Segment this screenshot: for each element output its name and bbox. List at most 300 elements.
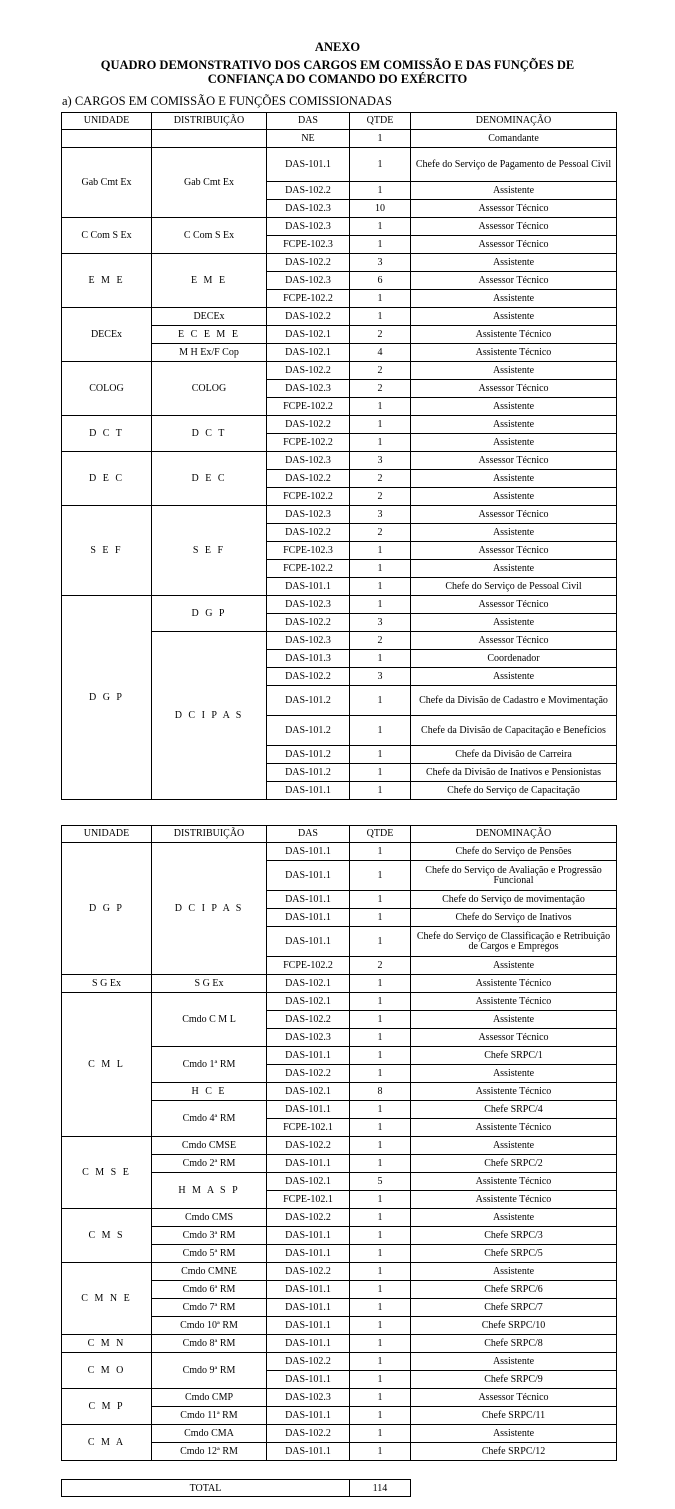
denominacao-cell: Chefe do Serviço de Pagamento de Pessoal Civil — [411, 148, 617, 182]
denominacao-cell: Chefe SRPC/1 — [411, 1047, 617, 1065]
qtde-cell: 1 — [350, 1389, 411, 1407]
denominacao-cell: Assistente — [411, 308, 617, 326]
denominacao-cell: Chefe SRPC/10 — [411, 1317, 617, 1335]
qtde-cell: 2 — [350, 957, 411, 975]
document-title-line-2: CONFIANÇA DO COMANDO DO EXÉRCITO — [207, 72, 468, 86]
denominacao-cell: Chefe do Serviço de Avaliação e Progressão Funcional — [411, 861, 617, 891]
table-header-row — [62, 113, 617, 130]
das-cell: DAS-102.1 — [267, 1173, 350, 1191]
das-cell: DAS-102.2 — [267, 1263, 350, 1281]
qtde-cell: 4 — [350, 344, 411, 362]
denominacao-cell: Assessor Técnico — [411, 1389, 617, 1407]
denominacao-cell: Assistente — [411, 1137, 617, 1155]
das-cell: DAS-102.3 — [267, 632, 350, 650]
qtde-cell: 1 — [350, 1209, 411, 1227]
qtde-cell: 1 — [350, 1353, 411, 1371]
denominacao-cell: Assistente — [411, 1065, 617, 1083]
qtde-cell: 1 — [350, 1119, 411, 1137]
col-header-denominacao: DENOMINAÇÃO — [411, 113, 617, 130]
qtde-cell: 1 — [350, 650, 411, 668]
qtde-cell: 1 — [350, 434, 411, 452]
unidade-cell: C M L — [62, 993, 152, 1137]
qtde-cell: 2 — [350, 632, 411, 650]
distribuicao-cell: D C T — [152, 416, 267, 452]
qtde-cell: 10 — [350, 200, 411, 218]
das-cell: DAS-102.2 — [267, 1137, 350, 1155]
qtde-cell: 1 — [350, 909, 411, 927]
das-cell: FCPE-102.2 — [267, 560, 350, 578]
denominacao-cell: Chefe do Serviço de movimentação — [411, 891, 617, 909]
distribuicao-cell: Cmdo 12ª RM — [152, 1443, 267, 1461]
das-cell: DAS-101.1 — [267, 1335, 350, 1353]
denominacao-cell: Chefe do Serviço de Inativos — [411, 909, 617, 927]
das-cell: DAS-101.1 — [267, 1245, 350, 1263]
distribuicao-cell: Cmdo CMA — [152, 1425, 267, 1443]
qtde-cell: 1 — [350, 1263, 411, 1281]
denominacao-cell: Assessor Técnico — [411, 542, 617, 560]
table-row — [62, 130, 617, 148]
unidade-cell: C M S — [62, 1209, 152, 1263]
qtde-cell: 1 — [350, 1101, 411, 1119]
qtde-cell: 1 — [350, 927, 411, 957]
das-cell: DAS-101.1 — [267, 861, 350, 891]
denominacao-cell: Assistente — [411, 416, 617, 434]
annex-label: ANEXO — [314, 40, 361, 54]
unidade-cell: C M N — [62, 1335, 152, 1353]
qtde-cell: 3 — [350, 506, 411, 524]
denominacao-cell: Chefe SRPC/5 — [411, 1245, 617, 1263]
denominacao-cell: Chefe do Serviço de Pessoal Civil — [411, 578, 617, 596]
unidade-cell: C M P — [62, 1389, 152, 1425]
distribuicao-cell: D E C — [152, 452, 267, 506]
unidade-cell: C M O — [62, 1353, 152, 1389]
distribuicao-cell: S E F — [152, 506, 267, 596]
das-cell: DAS-101.1 — [267, 1047, 350, 1065]
distribuicao-cell: D C I P A S — [152, 632, 267, 800]
das-cell: NE — [267, 130, 350, 148]
das-cell: DAS-102.2 — [267, 470, 350, 488]
distribuicao-cell: Cmdo 2ª RM — [152, 1155, 267, 1173]
unidade-cell: Gab Cmt Ex — [62, 148, 152, 218]
das-cell: DAS-101.2 — [267, 716, 350, 746]
qtde-cell: 1 — [350, 236, 411, 254]
unidade-cell: E M E — [62, 254, 152, 308]
denominacao-cell: Assistente — [411, 614, 617, 632]
das-cell: DAS-102.2 — [267, 254, 350, 272]
qtde-cell: 1 — [350, 130, 411, 148]
das-cell: DAS-101.1 — [267, 1407, 350, 1425]
section-subtitle: a) CARGOS EM COMISSÃO E FUNÇÕES COMISSIONADAS — [62, 94, 392, 108]
das-cell: DAS-101.1 — [267, 843, 350, 861]
denominacao-cell: Chefe do Serviço de Classificação e Retribuição de Cargos e Empregos — [411, 927, 617, 957]
total-label: TOTAL — [62, 1480, 350, 1497]
table-row — [62, 1353, 617, 1371]
denominacao-cell: Chefe da Divisão de Capacitação e Benefícios — [411, 716, 617, 746]
distribuicao-cell: Cmdo 6ª RM — [152, 1281, 267, 1299]
denominacao-cell: Chefe SRPC/4 — [411, 1101, 617, 1119]
das-cell: DAS-101.1 — [267, 1101, 350, 1119]
das-cell: DAS-102.3 — [267, 1389, 350, 1407]
das-cell: DAS-102.3 — [267, 506, 350, 524]
qtde-cell: 3 — [350, 254, 411, 272]
das-cell: DAS-102.2 — [267, 668, 350, 686]
das-cell: FCPE-102.2 — [267, 398, 350, 416]
das-cell: DAS-101.1 — [267, 782, 350, 800]
das-cell: DAS-102.3 — [267, 380, 350, 398]
col-header-denominacao: DENOMINAÇÃO — [411, 826, 617, 843]
denominacao-cell: Assessor Técnico — [411, 236, 617, 254]
das-cell: DAS-102.3 — [267, 1029, 350, 1047]
das-cell: DAS-101.1 — [267, 1155, 350, 1173]
col-header-unidade: UNIDADE — [62, 826, 152, 843]
denominacao-cell: Assessor Técnico — [411, 200, 617, 218]
das-cell: DAS-102.2 — [267, 308, 350, 326]
das-cell: DAS-101.3 — [267, 650, 350, 668]
denominacao-cell: Coordenador — [411, 650, 617, 668]
das-cell: DAS-101.2 — [267, 746, 350, 764]
denominacao-cell: Assistente — [411, 1209, 617, 1227]
das-cell: DAS-101.1 — [267, 1299, 350, 1317]
qtde-cell: 1 — [350, 308, 411, 326]
das-cell: DAS-101.2 — [267, 764, 350, 782]
das-cell: DAS-101.1 — [267, 891, 350, 909]
denominacao-cell: Chefe SRPC/8 — [411, 1335, 617, 1353]
denominacao-cell: Assistente — [411, 488, 617, 506]
qtde-cell: 3 — [350, 452, 411, 470]
qtde-cell: 2 — [350, 326, 411, 344]
unidade-cell: D C T — [62, 416, 152, 452]
denominacao-cell: Assessor Técnico — [411, 596, 617, 614]
unidade-cell: S E F — [62, 506, 152, 596]
table-row — [62, 308, 617, 326]
col-header-das: DAS — [267, 826, 350, 843]
denominacao-cell: Chefe da Divisão de Cadastro e Movimentação — [411, 686, 617, 716]
das-cell: FCPE-102.2 — [267, 290, 350, 308]
qtde-cell: 1 — [350, 1227, 411, 1245]
positions-table-part-1 — [61, 112, 617, 800]
denominacao-cell: Assistente — [411, 254, 617, 272]
distribuicao-cell: Cmdo 8ª RM — [152, 1335, 267, 1353]
das-cell: DAS-102.3 — [267, 218, 350, 236]
denominacao-cell: Assistente — [411, 470, 617, 488]
das-cell: FCPE-102.1 — [267, 1119, 350, 1137]
distribuicao-cell: C Com S Ex — [152, 218, 267, 254]
qtde-cell: 1 — [350, 993, 411, 1011]
qtde-cell: 1 — [350, 891, 411, 909]
qtde-cell: 6 — [350, 272, 411, 290]
qtde-cell: 1 — [350, 542, 411, 560]
qtde-cell: 1 — [350, 398, 411, 416]
distribuicao-cell: Cmdo CMSE — [152, 1137, 267, 1155]
qtde-cell: 1 — [350, 764, 411, 782]
distribuicao-cell: M H Ex/F Cop — [152, 344, 267, 362]
qtde-cell: 1 — [350, 148, 411, 182]
denominacao-cell: Chefe do Serviço de Pensões — [411, 843, 617, 861]
denominacao-cell: Assessor Técnico — [411, 272, 617, 290]
denominacao-cell: Assistente Técnico — [411, 975, 617, 993]
denominacao-cell: Assistente — [411, 1263, 617, 1281]
unidade-cell — [62, 130, 152, 148]
distribuicao-cell: Cmdo CMP — [152, 1389, 267, 1407]
denominacao-cell: Assistente — [411, 1353, 617, 1371]
denominacao-cell: Assistente — [411, 560, 617, 578]
qtde-cell: 5 — [350, 1173, 411, 1191]
das-cell: DAS-102.2 — [267, 1065, 350, 1083]
denominacao-cell: Assistente — [411, 524, 617, 542]
col-header-unidade: UNIDADE — [62, 113, 152, 130]
das-cell: DAS-101.1 — [267, 1227, 350, 1245]
document-title-line-1: QUADRO DEMONSTRATIVO DOS CARGOS EM COMISSÃO E DAS FUNÇÕES DE — [100, 58, 575, 72]
table-row — [62, 506, 617, 524]
denominacao-cell: Chefe da Divisão de Inativos e Pensionistas — [411, 764, 617, 782]
table-row — [62, 596, 617, 614]
distribuicao-cell — [152, 130, 267, 148]
das-cell: DAS-102.3 — [267, 596, 350, 614]
distribuicao-cell: Gab Cmt Ex — [152, 148, 267, 218]
denominacao-cell: Assessor Técnico — [411, 632, 617, 650]
qtde-cell: 1 — [350, 975, 411, 993]
qtde-cell: 1 — [350, 596, 411, 614]
denominacao-cell: Chefe SRPC/7 — [411, 1299, 617, 1317]
unidade-cell: C M S E — [62, 1137, 152, 1209]
qtde-cell: 1 — [350, 290, 411, 308]
denominacao-cell: Assistente Técnico — [411, 1119, 617, 1137]
denominacao-cell: Chefe SRPC/12 — [411, 1443, 617, 1461]
distribuicao-cell: D G P — [152, 596, 267, 632]
distribuicao-cell: E C E M E — [152, 326, 267, 344]
denominacao-cell: Assessor Técnico — [411, 452, 617, 470]
qtde-cell: 1 — [350, 1425, 411, 1443]
qtde-cell: 1 — [350, 1245, 411, 1263]
unidade-cell: C Com S Ex — [62, 218, 152, 254]
das-cell: DAS-102.1 — [267, 326, 350, 344]
qtde-cell: 1 — [350, 1047, 411, 1065]
qtde-cell: 1 — [350, 578, 411, 596]
col-header-distribuicao: DISTRIBUIÇÃO — [152, 826, 267, 843]
distribuicao-cell: Cmdo 7ª RM — [152, 1299, 267, 1317]
denominacao-cell: Chefe SRPC/2 — [411, 1155, 617, 1173]
distribuicao-cell: Cmdo 3ª RM — [152, 1227, 267, 1245]
distribuicao-cell: E M E — [152, 254, 267, 308]
denominacao-cell: Assistente — [411, 362, 617, 380]
das-cell: DAS-102.2 — [267, 362, 350, 380]
das-cell: DAS-101.1 — [267, 578, 350, 596]
das-cell: DAS-102.1 — [267, 993, 350, 1011]
denominacao-cell: Assistente Técnico — [411, 326, 617, 344]
denominacao-cell: Chefe SRPC/9 — [411, 1371, 617, 1389]
table-row — [62, 452, 617, 470]
unidade-cell: S G Ex — [62, 975, 152, 993]
das-cell: FCPE-102.2 — [267, 488, 350, 506]
das-cell: DAS-101.2 — [267, 686, 350, 716]
qtde-cell: 1 — [350, 1191, 411, 1209]
qtde-cell: 1 — [350, 1065, 411, 1083]
distribuicao-cell: H C E — [152, 1083, 267, 1101]
distribuicao-cell: Cmdo CMNE — [152, 1263, 267, 1281]
denominacao-cell: Chefe SRPC/11 — [411, 1407, 617, 1425]
das-cell: FCPE-102.3 — [267, 542, 350, 560]
das-cell: FCPE-102.1 — [267, 1191, 350, 1209]
denominacao-cell: Assessor Técnico — [411, 506, 617, 524]
qtde-cell: 1 — [350, 1299, 411, 1317]
das-cell: DAS-101.1 — [267, 1443, 350, 1461]
qtde-cell: 2 — [350, 524, 411, 542]
das-cell: DAS-101.1 — [267, 927, 350, 957]
qtde-cell: 1 — [350, 1443, 411, 1461]
qtde-cell: 1 — [350, 1407, 411, 1425]
denominacao-cell: Assistente Técnico — [411, 993, 617, 1011]
col-header-qtde: QTDE — [350, 826, 411, 843]
table-row — [62, 1425, 617, 1443]
total-row — [61, 1479, 411, 1497]
distribuicao-cell: Cmdo C M L — [152, 993, 267, 1047]
positions-table-part-2 — [61, 825, 617, 1461]
qtde-cell: 1 — [350, 1371, 411, 1389]
denominacao-cell: Assistente — [411, 1011, 617, 1029]
denominacao-cell: Chefe SRPC/6 — [411, 1281, 617, 1299]
table-row — [62, 1263, 617, 1281]
das-cell: DAS-102.2 — [267, 416, 350, 434]
table-row — [62, 416, 617, 434]
das-cell: FCPE-102.2 — [267, 957, 350, 975]
denominacao-cell: Chefe da Divisão de Carreira — [411, 746, 617, 764]
das-cell: FCPE-102.3 — [267, 236, 350, 254]
das-cell: DAS-101.1 — [267, 909, 350, 927]
table-row — [62, 843, 617, 861]
table-row — [62, 1137, 617, 1155]
denominacao-cell: Assessor Técnico — [411, 380, 617, 398]
qtde-cell: 1 — [350, 1281, 411, 1299]
denominacao-cell: Assistente — [411, 398, 617, 416]
unidade-cell: C M N E — [62, 1263, 152, 1335]
das-cell: DAS-101.1 — [267, 1371, 350, 1389]
qtde-cell: 1 — [350, 182, 411, 200]
qtde-cell: 1 — [350, 1137, 411, 1155]
das-cell: DAS-102.2 — [267, 614, 350, 632]
qtde-cell: 1 — [350, 843, 411, 861]
denominacao-cell: Comandante — [411, 130, 617, 148]
distribuicao-cell: Cmdo 5ª RM — [152, 1245, 267, 1263]
distribuicao-cell: COLOG — [152, 362, 267, 416]
denominacao-cell: Assistente Técnico — [411, 1173, 617, 1191]
col-header-distribuicao: DISTRIBUIÇÃO — [152, 113, 267, 130]
distribuicao-cell: Cmdo 1ª RM — [152, 1047, 267, 1083]
denominacao-cell: Assistente Técnico — [411, 344, 617, 362]
distribuicao-cell: Cmdo CMS — [152, 1209, 267, 1227]
qtde-cell: 1 — [350, 416, 411, 434]
table-row — [62, 993, 617, 1011]
unidade-cell: D G P — [62, 596, 152, 800]
qtde-cell: 2 — [350, 470, 411, 488]
das-cell: DAS-102.2 — [267, 1209, 350, 1227]
unidade-cell: D G P — [62, 843, 152, 975]
denominacao-cell: Assistente Técnico — [411, 1191, 617, 1209]
das-cell: DAS-102.1 — [267, 344, 350, 362]
das-cell: DAS-102.3 — [267, 200, 350, 218]
table-row — [62, 148, 617, 182]
das-cell: DAS-101.1 — [267, 1317, 350, 1335]
das-cell: DAS-102.3 — [267, 272, 350, 290]
qtde-cell: 1 — [350, 686, 411, 716]
distribuicao-cell: Cmdo 4ª RM — [152, 1101, 267, 1137]
table-row — [62, 1209, 617, 1227]
table-row — [62, 218, 617, 236]
das-cell: DAS-102.3 — [267, 452, 350, 470]
das-cell: DAS-102.2 — [267, 1353, 350, 1371]
das-cell: DAS-101.1 — [267, 1281, 350, 1299]
qtde-cell: 1 — [350, 716, 411, 746]
qtde-cell: 1 — [350, 746, 411, 764]
unidade-cell: COLOG — [62, 362, 152, 416]
denominacao-cell: Assistente — [411, 434, 617, 452]
distribuicao-cell: Cmdo 9ª RM — [152, 1353, 267, 1389]
qtde-cell: 1 — [350, 861, 411, 891]
qtde-cell: 1 — [350, 1011, 411, 1029]
denominacao-cell: Assistente — [411, 182, 617, 200]
qtde-cell: 3 — [350, 668, 411, 686]
table-row — [62, 1335, 617, 1353]
qtde-cell: 2 — [350, 380, 411, 398]
das-cell: FCPE-102.2 — [267, 434, 350, 452]
distribuicao-cell: DECEx — [152, 308, 267, 326]
table-row — [62, 1389, 617, 1407]
qtde-cell: 1 — [350, 1155, 411, 1173]
unidade-cell: DECEx — [62, 308, 152, 362]
das-cell: DAS-102.2 — [267, 524, 350, 542]
das-cell: DAS-102.1 — [267, 975, 350, 993]
denominacao-cell: Assistente — [411, 1425, 617, 1443]
table-row — [62, 362, 617, 380]
col-header-das: DAS — [267, 113, 350, 130]
qtde-cell: 1 — [350, 560, 411, 578]
denominacao-cell: Assistente — [411, 290, 617, 308]
table-row — [62, 254, 617, 272]
denominacao-cell: Chefe SRPC/3 — [411, 1227, 617, 1245]
col-header-qtde: QTDE — [350, 113, 411, 130]
qtde-cell: 2 — [350, 488, 411, 506]
table-header-row — [62, 826, 617, 843]
qtde-cell: 2 — [350, 362, 411, 380]
unidade-cell: C M A — [62, 1425, 152, 1461]
denominacao-cell: Assistente — [411, 957, 617, 975]
qtde-cell: 3 — [350, 614, 411, 632]
qtde-cell: 1 — [350, 1335, 411, 1353]
qtde-cell: 1 — [350, 218, 411, 236]
distribuicao-cell: Cmdo 10ª RM — [152, 1317, 267, 1335]
distribuicao-cell: S G Ex — [152, 975, 267, 993]
qtde-cell: 8 — [350, 1083, 411, 1101]
denominacao-cell: Assistente — [411, 668, 617, 686]
das-cell: DAS-102.2 — [267, 182, 350, 200]
distribuicao-cell: D C I P A S — [152, 843, 267, 975]
unidade-cell: D E C — [62, 452, 152, 506]
denominacao-cell: Chefe do Serviço de Capacitação — [411, 782, 617, 800]
total-value: 114 — [350, 1480, 411, 1497]
distribuicao-cell: H M A S P — [152, 1173, 267, 1209]
denominacao-cell: Assistente Técnico — [411, 1083, 617, 1101]
distribuicao-cell: Cmdo 11ª RM — [152, 1407, 267, 1425]
das-cell: DAS-102.2 — [267, 1425, 350, 1443]
qtde-cell: 1 — [350, 782, 411, 800]
denominacao-cell: Assessor Técnico — [411, 218, 617, 236]
das-cell: DAS-101.1 — [267, 148, 350, 182]
denominacao-cell: Assessor Técnico — [411, 1029, 617, 1047]
table-row — [62, 975, 617, 993]
qtde-cell: 1 — [350, 1029, 411, 1047]
das-cell: DAS-102.1 — [267, 1083, 350, 1101]
qtde-cell: 1 — [350, 1317, 411, 1335]
das-cell: DAS-102.2 — [267, 1011, 350, 1029]
